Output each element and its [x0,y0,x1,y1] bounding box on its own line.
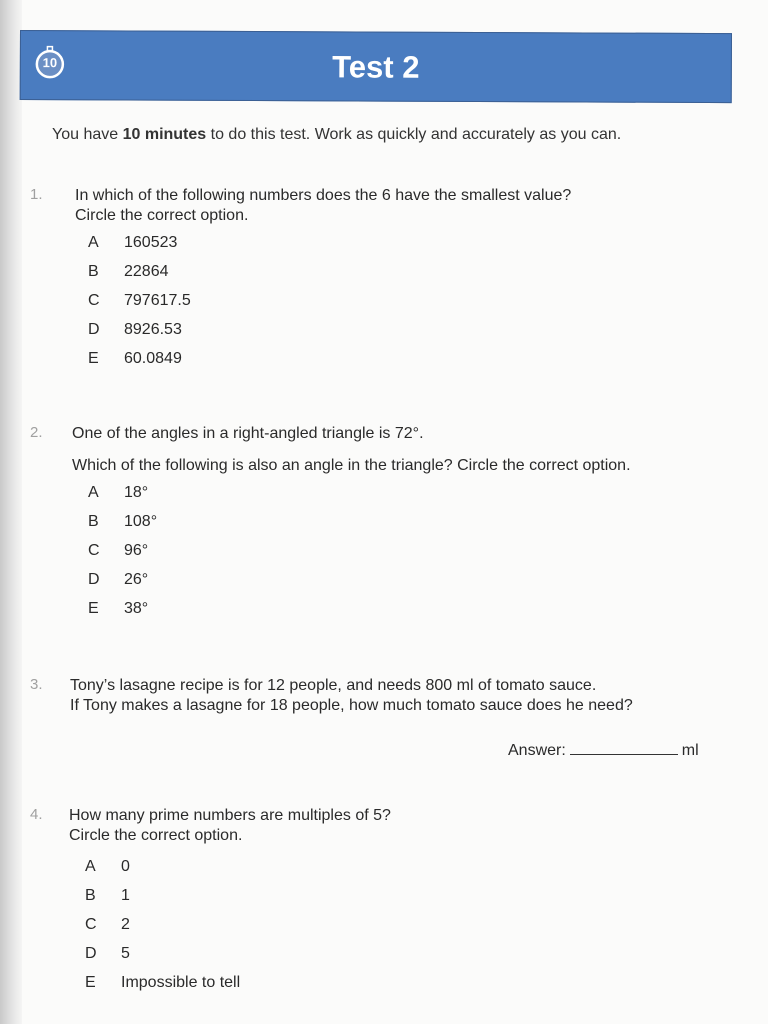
option-d[interactable]: D 8926.53 [88,321,182,338]
instructions: You have 10 minutes to do this test. Work as quickly and accurately as you can. [52,126,622,143]
option-a[interactable]: A 18° [88,484,149,501]
option-e[interactable]: E 38° [88,600,149,617]
option-list [88,234,720,379]
option-a[interactable]: A 160523 [88,234,178,251]
option-b[interactable]: B 108° [88,513,158,530]
question-4 [30,806,720,1003]
page-title: Test 2 [332,49,420,85]
option-list [88,484,720,629]
question-2 [30,424,720,629]
option-list [85,858,720,1003]
option-c[interactable]: C 797617.5 [88,292,191,309]
answer-field [508,740,699,760]
question-text: Tony’s lasagne recipe is for 12 people, and needs 800 ml of tomato sauce. [70,677,597,694]
option-b[interactable]: B 1 [85,887,130,904]
question-3 [30,676,720,716]
question-instruction: Circle the correct option. [75,207,249,224]
option-b[interactable]: B 22864 [88,263,169,280]
question-text: One of the angles in a right-angled triangle is 72°. [72,425,424,442]
question-1 [30,186,720,379]
answer-unit: ml [681,742,699,759]
question-instruction: Circle the correct option. [69,827,243,844]
option-d[interactable]: D 5 [85,945,130,962]
option-a[interactable]: A 0 [85,858,130,875]
option-d[interactable]: D 26° [88,571,149,588]
question-text: In which of the following numbers does the 6 have the smallest value? [75,187,572,204]
option-e[interactable]: E Impossible to tell [85,974,241,991]
question-number: 2. [30,424,43,441]
question-number: 1. [30,186,43,203]
timer-value: 10 [42,55,58,71]
question-number: 3. [30,676,43,693]
option-c[interactable]: C 2 [85,916,130,933]
question-text: How many prime numbers are multiples of 5? [69,807,391,824]
option-e[interactable]: E 60.0849 [88,350,182,367]
answer-blank[interactable] [570,740,678,755]
question-number: 4. [30,806,43,823]
page-spine-shadow [0,0,22,1024]
answer-label: Answer: [508,742,566,759]
option-c[interactable]: C 96° [88,542,149,559]
question-text-2: If Tony makes a lasagne for 18 people, how much tomato sauce does he need? [70,697,633,714]
question-instruction: Which of the following is also an angle in the triangle? Circle the correct option. [72,457,631,474]
test-header-banner [20,30,732,103]
